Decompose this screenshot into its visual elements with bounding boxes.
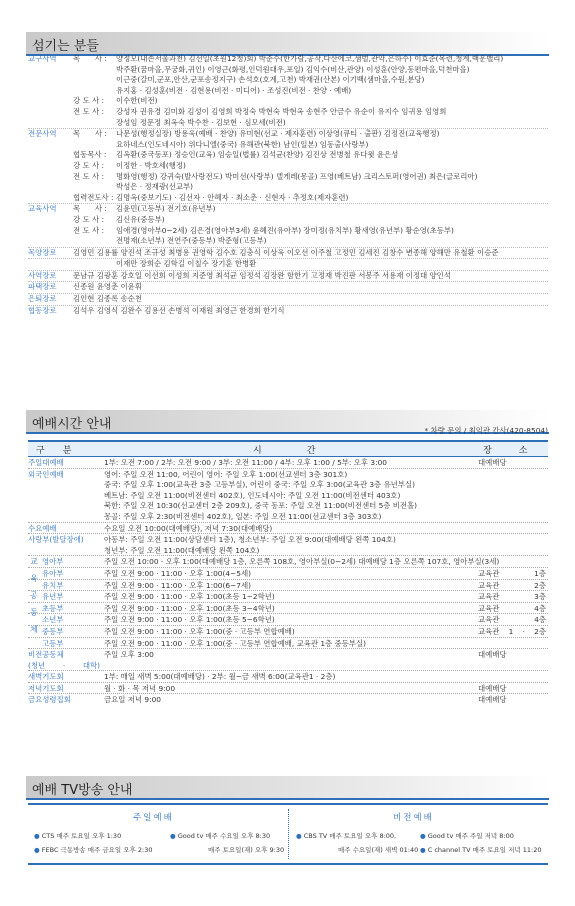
- staff-names: 김인현 김종록 송순천: [73, 294, 142, 304]
- staff-category: 목양장로: [28, 247, 57, 257]
- staff-row: [28, 75, 548, 86]
- header-time: 시 간: [253, 446, 316, 456]
- schedule-row: [28, 648, 548, 660]
- schedule-place: 교육관 4층: [478, 603, 546, 613]
- staff-row: [28, 203, 548, 215]
- staff-names: 전명재(소년부) 전연주(중등부) 박준형(고등부): [116, 236, 267, 246]
- schedule-place: 교육관 1층: [478, 568, 546, 578]
- staff-role: 전 도 사 :: [73, 225, 104, 235]
- schedule-time: 아동부: 주일 오전 11:00(상담센터 1층), 청소년부: 주일 오전 9:00(대예배당 왼쪽 104호): [104, 535, 396, 545]
- schedule-place: 교육관 3층: [478, 592, 546, 602]
- schedule-time: 중국: 주일 오후 1:00(교육관 3층 고등부실), 어린이 중국: 주일 오후 3:00(교육관 3층 유년부실): [104, 480, 415, 490]
- schedule-table: [28, 440, 548, 705]
- schedule-row: [28, 693, 548, 705]
- schedule-place: 대예배당: [478, 683, 507, 693]
- schedule-time: 수요일 오전 10:00(대예배당), 저녁 7:30(대예배당): [104, 523, 273, 533]
- schedule-time: 주일 오전 9:00 · 11:00 · 오후 1:00(중 · 고등부 연합예배): [104, 626, 295, 636]
- schedule-category: 유년부: [42, 592, 64, 602]
- staff-names: 이수한(비전): [116, 96, 158, 106]
- staff-category: 전문사역: [28, 129, 57, 139]
- schedule-time: 주일 오전 9:00 · 11:00 · 오후 1:00(초등 1~2학년): [104, 592, 275, 602]
- schedule-place: 교육관 2층: [478, 580, 546, 590]
- schedule-category: 사랑부(발달장애): [28, 535, 84, 545]
- tv-section-title: 예배 TV방송 안내: [32, 783, 133, 798]
- staff-names: 이재만 장희순 김학길 이칠수 장기훈 한병환: [116, 259, 257, 269]
- schedule-time: 주일 오후 3:00: [104, 650, 154, 660]
- staff-category: 파택장로: [28, 282, 57, 292]
- schedule-category: 영아부: [42, 557, 64, 567]
- staff-section-title: 섬기는 분들: [32, 39, 99, 54]
- staff-names: 박성은 · 정재광(선교부): [116, 182, 194, 192]
- staff-row: [28, 161, 548, 172]
- bullet-icon: ●: [420, 846, 428, 854]
- staff-list: [28, 54, 548, 316]
- schedule-time: 주일 오전 9:00 · 11:00 · 오후 1:00(중 · 고등부 연합예배, 교육관 1층 중등부실): [104, 638, 366, 648]
- schedule-row: [28, 637, 548, 649]
- staff-names: 김석우 김영식 김완수 김용선 손병석 이재원 최영근 한경희 한기식: [73, 305, 285, 315]
- staff-names: 김영민 김용률 양진석 조규성 최병용 권영학 김수호 김충식 이상욱 이오선 이주철 고정민 김세진 김창수 변종해 양해만 유철환 이승준: [73, 247, 499, 257]
- bullet-icon: ●: [34, 846, 42, 854]
- staff-row: [28, 172, 548, 183]
- staff-role: 강 도 사 :: [73, 214, 104, 224]
- schedule-category: 저녁기도회: [28, 683, 64, 693]
- schedule-row: [28, 500, 548, 511]
- schedule-row: [28, 555, 548, 567]
- staff-role: 강 도 사 :: [73, 96, 104, 106]
- vision-worship-head: 비전예배: [393, 813, 434, 823]
- staff-names: 이정한 · 박호세(행정): [116, 160, 186, 170]
- staff-row: [28, 226, 548, 237]
- staff-row: [28, 247, 548, 259]
- schedule-category: 주일대예배: [28, 458, 64, 467]
- sunday-worship-head: 주일예배: [133, 813, 174, 823]
- staff-category: 협동장로: [28, 305, 57, 315]
- staff-row: [28, 54, 548, 65]
- side-label-char: 교: [30, 557, 38, 567]
- staff-names: 명화영(행정) 강귀숙(발사랑전도) 박미선(사랑부) 델게레(몽골) 프영(베트남) 크리스토퍼(영어권) 최은(글로리아): [116, 171, 478, 181]
- staff-row: [28, 107, 548, 118]
- schedule-category: 고등부: [42, 638, 64, 648]
- staff-names: 박주환(꿈마을,무궁화,귀인) 이영근(화평,인덕원대우,포일) 김익수(비산,관양) 이성훈(안양,동편마을,덕천마을): [116, 64, 470, 74]
- staff-names: 이근중(갈미,군포,안산,군포송정지구) 손석호(호계,고천) 박재권(산본) 이기백(샘마을,수원,분당): [116, 75, 425, 85]
- staff-category: 교구사역: [28, 54, 57, 63]
- schedule-table-header: [28, 440, 548, 457]
- schedule-category: (청년 · 대학): [28, 660, 100, 670]
- bullet-icon: ●: [170, 832, 178, 840]
- schedule-time: 월 · 화 · 목 저녁 9:00: [104, 683, 176, 693]
- schedule-category: 새벽기도회: [28, 672, 64, 682]
- tv-line: ● Good tv 매주 주일 저녁 8:00: [420, 832, 514, 840]
- staff-role: 목 사 :: [73, 54, 107, 63]
- staff-row: [28, 182, 548, 193]
- staff-row: [28, 281, 548, 293]
- side-label-char: 육: [30, 574, 38, 584]
- schedule-rows: [28, 457, 548, 705]
- vehicle-inquiry-note: * 차량 문의 / 최익관 간사(420-8504): [424, 426, 548, 435]
- staff-names: 요하네스(인도네시아) 위다니엘(중국) 유해관(북한) 남인(일본) 임동출(사랑부): [116, 139, 369, 149]
- staff-row: [28, 236, 548, 247]
- header-place: 장 소: [483, 446, 528, 456]
- staff-names: 김명옥(중보기도) · 김선자 · 안혜자 · 최소춘 · 신현자 · 추정호(제자훈련): [116, 192, 349, 202]
- schedule-place: 대예배당: [478, 695, 507, 705]
- tv-section-header: [26, 776, 549, 800]
- side-label-char: 체: [30, 625, 38, 635]
- staff-row: [28, 118, 548, 129]
- tv-line: 매주 토요일(재) 오후 9:30: [208, 846, 285, 854]
- staff-names: 김옥환(중국동포) 정승인(교육) 임승일(법률) 김석균(찬양) 김진상 전병철 유다윗 윤은성: [116, 150, 399, 160]
- staff-names: 김윤민(고등부) 전기호(유년부): [116, 204, 216, 214]
- tv-line: ● FEBC 극동방송 매주 금요일 오후 2:30: [34, 846, 153, 854]
- staff-category: 은퇴장로: [28, 294, 57, 304]
- schedule-time: 주일 오전 10:00 · 오후 1:00(대예배당 1층, 오른쪽 108호, 영아부실(0~2세) 대예배당 1층 오른쪽 107호, 영아부실(3세): [104, 557, 500, 567]
- schedule-category: 소년부: [42, 615, 64, 625]
- schedule-time: 주일 오전 9:00 · 11:00 · 오후 1:00(초등 5~6학년): [104, 615, 275, 625]
- schedule-section-title: 예배시간 안내: [32, 417, 112, 432]
- staff-names: 유지홍 · 김성훈(비전 · 김현용(비전 · 미디어) · 조성진(비전 · 찬양 · 예배): [116, 85, 352, 95]
- bullet-icon: ●: [34, 832, 42, 840]
- tv-line: ● Good tv 매주 수요일 오후 8:30: [170, 832, 271, 840]
- staff-section-header: [26, 32, 549, 56]
- staff-names: 문남규 김광훈 강호일 이선희 이성희 지준영 최석균 임정석 김장완 함한기 고정재 박진판 서봉주 서용재 이정대 양인석: [73, 270, 451, 280]
- schedule-row: [28, 613, 548, 625]
- staff-category: 교육사역: [28, 204, 57, 214]
- schedule-place: 대예배당: [478, 458, 507, 467]
- bullet-icon: ●: [296, 832, 304, 840]
- schedule-time: 주일 오전 9:00 · 11:00 · 오후 1:00(6~7세): [104, 580, 251, 590]
- staff-category: 사역장로: [28, 270, 57, 280]
- schedule-row: [28, 670, 548, 682]
- staff-names: 나문성(행정실장) 방용욱(예배 · 찬양) 유미현(선교 · 제자훈련) 이상영(큐티 · 출판) 김정진(교육행정): [116, 129, 440, 139]
- schedule-category: 외국인예배: [28, 469, 64, 479]
- schedule-time: 몽골: 주일 오후 2:30(비전센터 402호), 일본: 주일 오전 11:00(선교센터 3층 303호): [104, 511, 382, 521]
- staff-row: [28, 150, 548, 161]
- schedule-row: [28, 522, 548, 534]
- schedule-category: 유아부: [42, 568, 64, 578]
- staff-role: 협동목사 :: [73, 150, 107, 160]
- staff-row: [28, 258, 548, 270]
- schedule-category: 중등부: [42, 626, 64, 636]
- staff-names: 임애경(영아부0~2세) 김은경(영아부3세) 윤혜진(유아부) 장미정(유치부) 황새영(유년부) 황순영(초등부): [116, 225, 454, 235]
- staff-names: 신종원 윤영춘 이윤휘: [73, 282, 142, 292]
- schedule-row: [28, 579, 548, 591]
- staff-role: 강 도 사 :: [73, 160, 104, 170]
- schedule-place: 교육관 4층: [478, 615, 546, 625]
- schedule-row: [28, 625, 548, 637]
- staff-row: [28, 293, 548, 305]
- staff-row: [28, 270, 548, 282]
- schedule-category: 수요예배: [28, 523, 57, 533]
- schedule-row: [28, 602, 548, 614]
- staff-role: 전 도 사 :: [73, 106, 104, 116]
- side-label-char: 동: [30, 608, 38, 618]
- staff-row: [28, 215, 548, 226]
- schedule-time: 베트남: 주일 오전 11:00(비전센터 402호), 인도네시아: 주일 오전 11:00(비전센터 403호): [104, 490, 401, 500]
- schedule-category: 초등부: [42, 603, 64, 613]
- schedule-time: 1부: 오전 7:00 / 2부: 오전 9:00 / 3부: 오전 11:00 / 4부: 오후 1:00 / 5부: 오후 3:00: [104, 458, 387, 467]
- schedule-category: 비전공동체: [28, 650, 64, 660]
- staff-role: 목 사 :: [73, 204, 107, 214]
- schedule-time: 주일 오전 9:00 · 11:00 · 오후 1:00(초등 3~4학년): [104, 603, 275, 613]
- schedule-row: [28, 567, 548, 579]
- side-label-char: 공: [30, 591, 38, 601]
- bullet-icon: ●: [420, 832, 428, 840]
- schedule-time: 영어: 주일 오전 11:00, 어린이 영어: 주일 오후 1:00(선교센터 3층 301호): [104, 469, 348, 479]
- schedule-time: 청년부: 주일 오전 11:00(대예배당 왼쪽 104호): [104, 545, 260, 555]
- staff-names: 양정모(내손서울과천) 김선일(초원12청)회) 박준수(한가람,공작,다산에코,샘벌,관악,은하수) 이효준(목련,청계,백운밸리): [116, 54, 504, 63]
- schedule-row: [28, 468, 548, 480]
- tv-line: 매주 수요일(재) 새벽 01:40: [338, 846, 419, 854]
- staff-row: [28, 305, 548, 317]
- staff-names: 강성자 권유경 김미화 김성이 김영희 박정숙 박현숙 박현옥 송현주 안금수 유순이 유지수 임귀용 임영희: [116, 106, 447, 116]
- staff-role: 협력전도사 :: [73, 192, 114, 202]
- schedule-place: 대예배당: [478, 650, 507, 660]
- schedule-time: 주일 오전 9:00 · 11:00 · 오후 1:00(4~5세): [104, 568, 251, 578]
- schedule-row: [28, 490, 548, 501]
- staff-row: [28, 65, 548, 76]
- tv-divider: [288, 809, 289, 859]
- schedule-row: [28, 660, 548, 671]
- staff-names: 김신유(중등부): [116, 214, 165, 224]
- staff-role: 목 사 :: [73, 129, 107, 139]
- header-category: 구 분: [36, 446, 72, 456]
- schedule-time: 북한: 주일 오전 10:30(선교센터 2층 209호), 중국 동포: 주일 오전 11:00(비전센터 5층 비전홀): [104, 501, 418, 511]
- schedule-place: 교육관 1 · 2층: [478, 626, 546, 636]
- schedule-category: 금요성령집회: [28, 695, 71, 705]
- education-community-label: [30, 553, 40, 638]
- schedule-row: [28, 545, 548, 556]
- staff-row: [28, 140, 548, 151]
- schedule-row: [28, 533, 548, 545]
- schedule-row: [28, 511, 548, 522]
- schedule-row: [28, 479, 548, 490]
- tv-line: ● CTS 매주 토요일 오후 1:30: [34, 832, 122, 840]
- tv-broadcast-box: [28, 803, 548, 865]
- staff-row: [28, 96, 548, 107]
- schedule-row: [28, 590, 548, 602]
- schedule-time: 금요일 저녁 9:00: [104, 695, 161, 705]
- schedule-category: 유치부: [42, 580, 64, 590]
- staff-row: [28, 193, 548, 204]
- staff-row: [28, 86, 548, 97]
- schedule-row: [28, 457, 548, 468]
- schedule-time: 1부: 매일 새벽 5:00(대예배당) · 2부: 월~금 새벽 6:00(교육관1 · 2층): [104, 672, 336, 682]
- staff-role: 전 도 사 :: [73, 171, 104, 181]
- schedule-row: [28, 682, 548, 694]
- tv-line: ● CBS TV 매주 토요일 오후 8:00,: [296, 832, 397, 840]
- staff-row: [28, 128, 548, 140]
- staff-names: 장성임 정문정 최옥숙 박수찬 · 김보현 · 심모세(비전): [116, 117, 286, 127]
- tv-line: ● C channel TV 매주 토요일 저녁 11:20: [420, 846, 542, 854]
